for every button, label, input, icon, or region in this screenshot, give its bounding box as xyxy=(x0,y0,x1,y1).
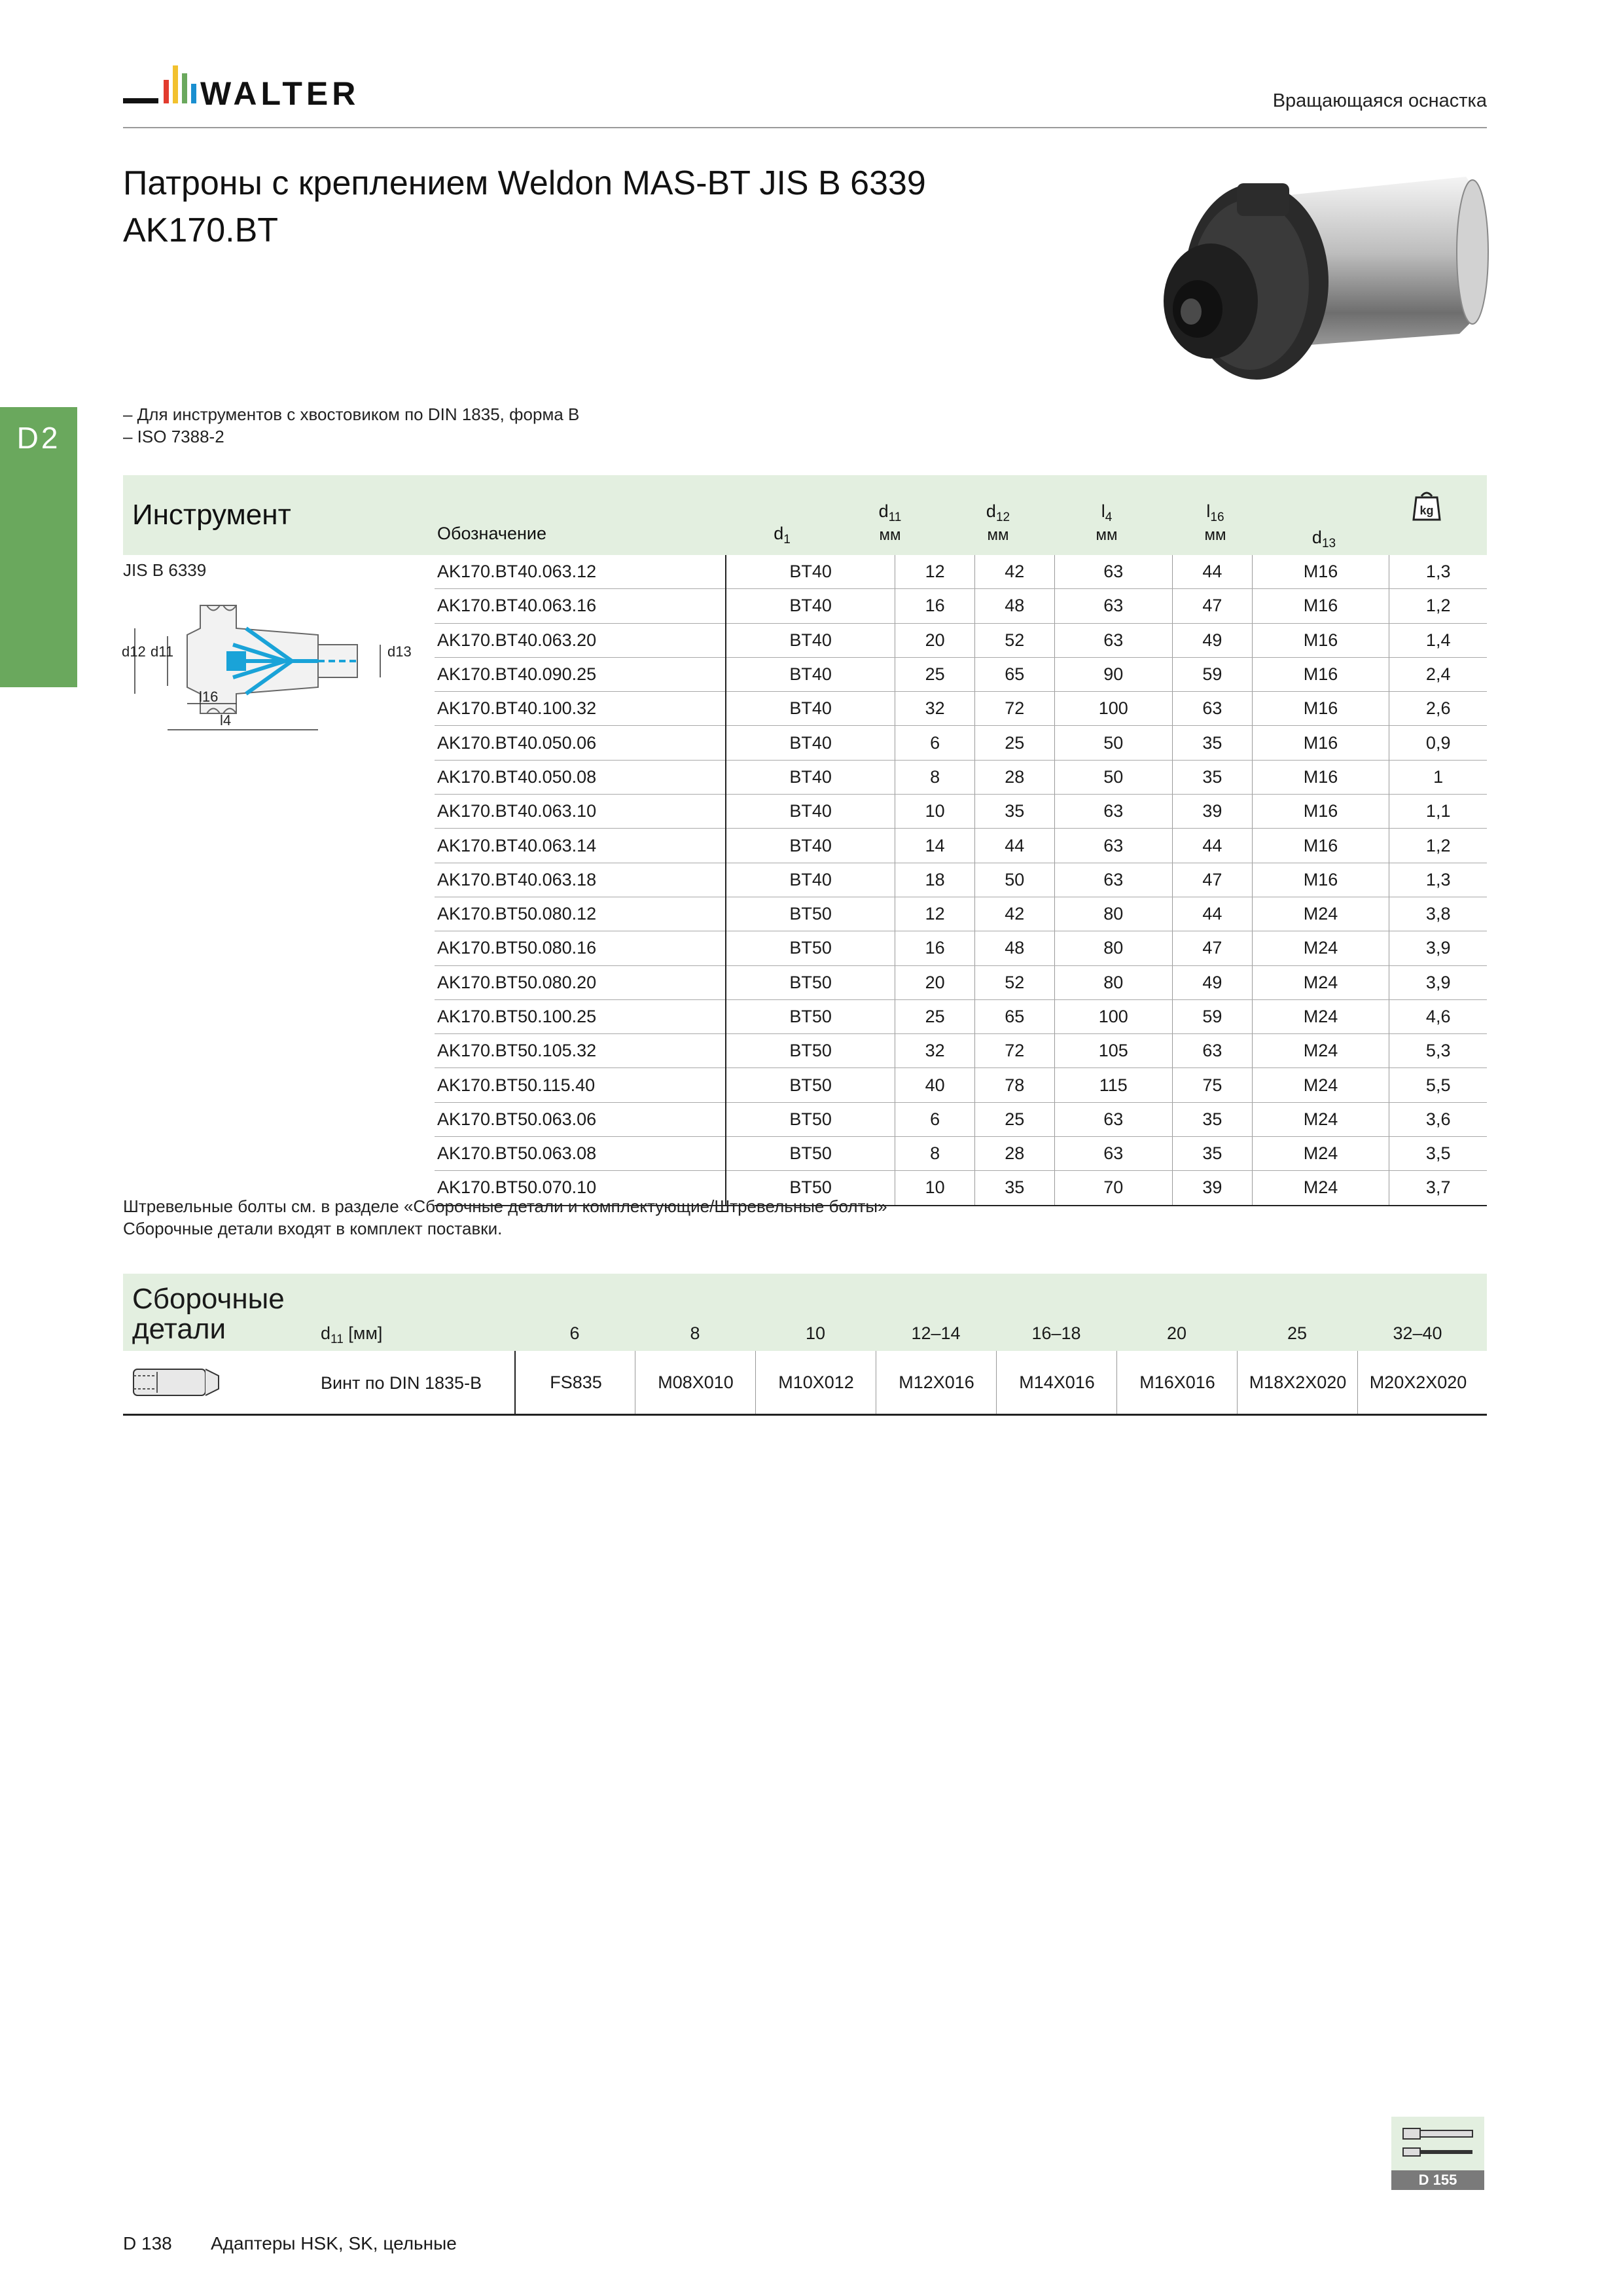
table-cell: 4,6 xyxy=(1389,999,1487,1033)
table-cell: 75 xyxy=(1173,1068,1253,1102)
table-cell: BT50 xyxy=(726,1068,895,1102)
table-cell: M24 xyxy=(1252,1171,1389,1206)
table-cell: M24 xyxy=(1252,1068,1389,1102)
table-cell: 25 xyxy=(974,726,1054,760)
table-cell: 20 xyxy=(895,623,975,657)
table-cell: 63 xyxy=(1054,795,1172,829)
table-cell: 2,6 xyxy=(1389,692,1487,726)
table-cell: 1,2 xyxy=(1389,829,1487,863)
table-cell: 40 xyxy=(895,1068,975,1102)
assembly-col-header: 32–40 xyxy=(1393,1323,1442,1343)
table-row xyxy=(435,692,1487,726)
assembly-part-code: M18X2X020 xyxy=(1237,1351,1358,1414)
table-cell: BT40 xyxy=(726,829,895,863)
table-cell: BT50 xyxy=(726,1034,895,1068)
table-cell: 3,8 xyxy=(1389,897,1487,931)
designation-cell: AK170.BT40.100.32 xyxy=(435,692,726,726)
table-cell: BT50 xyxy=(726,965,895,999)
tool-table xyxy=(435,555,1487,1206)
table-cell: 115 xyxy=(1054,1068,1172,1102)
table-cell: 3,5 xyxy=(1389,1137,1487,1171)
svg-text:l4: l4 xyxy=(220,712,232,728)
table-cell: M16 xyxy=(1252,760,1389,794)
table-cell: 18 xyxy=(895,863,975,897)
table-cell: M24 xyxy=(1252,1034,1389,1068)
table-cell: 10 xyxy=(895,1171,975,1206)
table-cell: BT40 xyxy=(726,657,895,691)
table-cell: 59 xyxy=(1173,657,1253,691)
table-cell: 100 xyxy=(1054,999,1172,1033)
table-cell: 5,3 xyxy=(1389,1034,1487,1068)
designation-cell: AK170.BT40.063.14 xyxy=(435,829,726,863)
table-cell: 80 xyxy=(1054,965,1172,999)
table-cell: 50 xyxy=(1054,760,1172,794)
table-cell: 8 xyxy=(895,760,975,794)
tool-drawing xyxy=(122,589,429,746)
table-cell: 42 xyxy=(974,555,1054,589)
table-cell: M16 xyxy=(1252,863,1389,897)
table-cell: 50 xyxy=(974,863,1054,897)
table-cell: 100 xyxy=(1054,692,1172,726)
table-cell: 35 xyxy=(974,795,1054,829)
table-row xyxy=(435,1034,1487,1068)
assembly-part-code: M12X016 xyxy=(876,1351,997,1414)
designation-cell: AK170.BT40.050.08 xyxy=(435,760,726,794)
table-cell: 105 xyxy=(1054,1034,1172,1068)
table-cell: M16 xyxy=(1252,589,1389,623)
table-cell: 1,3 xyxy=(1389,863,1487,897)
table-cell: 80 xyxy=(1054,931,1172,965)
table-cell: BT40 xyxy=(726,760,895,794)
designation-cell: AK170.BT40.063.16 xyxy=(435,589,726,623)
designation-cell: AK170.BT40.063.12 xyxy=(435,555,726,589)
table-cell: 1,4 xyxy=(1389,623,1487,657)
walter-logo xyxy=(123,60,398,119)
table-cell: 52 xyxy=(974,623,1054,657)
table-row xyxy=(435,589,1487,623)
table-cell: M24 xyxy=(1252,1102,1389,1136)
table-cell: 42 xyxy=(974,897,1054,931)
table-row xyxy=(435,795,1487,829)
col-d1: $d_1$ xyxy=(774,524,791,547)
table-cell: M24 xyxy=(1252,1137,1389,1171)
col-designation: Обозначение xyxy=(437,524,546,543)
table-cell: 3,9 xyxy=(1389,931,1487,965)
table-cell: 72 xyxy=(974,1034,1054,1068)
table-cell: 48 xyxy=(974,931,1054,965)
svg-text:kg: kg xyxy=(1419,504,1434,517)
table-cell: 35 xyxy=(1173,760,1253,794)
table-row xyxy=(435,965,1487,999)
table-row xyxy=(435,1068,1487,1102)
table-cell: 0,9 xyxy=(1389,726,1487,760)
assembly-col-header: 6 xyxy=(569,1323,580,1343)
table-cell: 25 xyxy=(895,999,975,1033)
pull-stud-icon xyxy=(1399,2123,1476,2162)
designation-cell: AK170.BT50.063.06 xyxy=(435,1102,726,1136)
table-row xyxy=(435,555,1487,589)
page-subtitle: AK170.BT xyxy=(123,211,279,249)
table-row xyxy=(435,999,1487,1033)
table-cell: BT50 xyxy=(726,1171,895,1206)
designation-cell: AK170.BT40.050.06 xyxy=(435,726,726,760)
table-row xyxy=(435,726,1487,760)
table-cell: 14 xyxy=(895,829,975,863)
designation-cell: AK170.BT40.090.25 xyxy=(435,657,726,691)
table-cell: BT40 xyxy=(726,589,895,623)
table-cell: 90 xyxy=(1054,657,1172,691)
assembly-col-header: 20 xyxy=(1166,1323,1187,1343)
table-cell: M24 xyxy=(1252,965,1389,999)
table-cell: 28 xyxy=(974,1137,1054,1171)
designation-cell: AK170.BT50.080.12 xyxy=(435,897,726,931)
table-cell: 50 xyxy=(1054,726,1172,760)
table-cell: M24 xyxy=(1252,999,1389,1033)
svg-text:WALTER: WALTER xyxy=(200,75,360,112)
table-cell: 6 xyxy=(895,1102,975,1136)
table-cell: 16 xyxy=(895,931,975,965)
assembly-heading-line2: детали xyxy=(132,1313,226,1345)
table-cell: 72 xyxy=(974,692,1054,726)
svg-text:l16: l16 xyxy=(199,689,219,705)
table-cell: 1,3 xyxy=(1389,555,1487,589)
table-cell: 12 xyxy=(895,555,975,589)
note-shank: – Для инструментов с хвостовиком по DIN 1835, форма B xyxy=(123,404,580,424)
table-cell: 8 xyxy=(895,1137,975,1171)
table-cell: BT50 xyxy=(726,999,895,1033)
footer-title: Адаптеры HSK, SK, цельные xyxy=(211,2233,457,2253)
table-cell: 39 xyxy=(1173,795,1253,829)
table-cell: 10 xyxy=(895,795,975,829)
table-cell: 1 xyxy=(1389,760,1487,794)
table-row xyxy=(435,1102,1487,1136)
table-cell: BT40 xyxy=(726,692,895,726)
table-cell: 5,5 xyxy=(1389,1068,1487,1102)
table-cell: 35 xyxy=(1173,1137,1253,1171)
table-cell: 48 xyxy=(974,589,1054,623)
table-cell: M16 xyxy=(1252,555,1389,589)
table-row xyxy=(435,897,1487,931)
table-cell: 63 xyxy=(1054,623,1172,657)
table-cell: 25 xyxy=(974,1102,1054,1136)
table-cell: 63 xyxy=(1054,863,1172,897)
table-cell: 44 xyxy=(1173,555,1253,589)
table-row xyxy=(435,931,1487,965)
assembly-part-code: M10X012 xyxy=(755,1351,876,1414)
table-cell: M16 xyxy=(1252,829,1389,863)
table-row xyxy=(435,760,1487,794)
assembly-col-header: 10 xyxy=(805,1323,826,1343)
table-cell: 6 xyxy=(895,726,975,760)
table-cell: 35 xyxy=(1173,726,1253,760)
assembly-part-code: M16X016 xyxy=(1116,1351,1238,1414)
footnote-pull-studs: Штревельные болты см. в разделе «Сборочные детали и комплектующие/Штревельные болты» xyxy=(123,1196,887,1216)
col-l16: $l_{16}$ мм xyxy=(1204,501,1226,544)
footnote-included: Сборочные детали входят в комплект поставки. xyxy=(123,1219,503,1238)
table-cell: BT40 xyxy=(726,795,895,829)
designation-cell: AK170.BT50.070.10 xyxy=(435,1171,726,1206)
standard-label: JIS B 6339 xyxy=(123,560,207,580)
designation-cell: AK170.BT50.063.08 xyxy=(435,1137,726,1171)
designation-cell: AK170.BT50.100.25 xyxy=(435,999,726,1033)
table-cell: BT50 xyxy=(726,1137,895,1171)
table-cell: 49 xyxy=(1173,623,1253,657)
assembly-screw-label: Винт по DIN 1835-B xyxy=(321,1373,482,1393)
col-l4: $l_4$ мм xyxy=(1096,501,1118,544)
table-cell: 3,6 xyxy=(1389,1102,1487,1136)
table-cell: 44 xyxy=(1173,829,1253,863)
weight-kg-icon xyxy=(1411,490,1442,521)
table-cell: 44 xyxy=(974,829,1054,863)
designation-cell: AK170.BT50.080.16 xyxy=(435,931,726,965)
table-cell: 63 xyxy=(1173,1034,1253,1068)
table-cell: 63 xyxy=(1054,1137,1172,1171)
table-cell: 70 xyxy=(1054,1171,1172,1206)
table-cell: 2,4 xyxy=(1389,657,1487,691)
col-d11: $d_{11}$ мм xyxy=(878,501,902,544)
table-cell: 47 xyxy=(1173,589,1253,623)
designation-cell: AK170.BT40.063.10 xyxy=(435,795,726,829)
table-cell: 16 xyxy=(895,589,975,623)
header-divider xyxy=(123,127,1487,128)
designation-cell: AK170.BT40.063.18 xyxy=(435,863,726,897)
table-cell: 32 xyxy=(895,1034,975,1068)
assembly-col-header: 16–18 xyxy=(1031,1323,1081,1343)
table-cell: 35 xyxy=(974,1171,1054,1206)
svg-text:d11: d11 xyxy=(151,643,174,660)
col-d13: $d_{13}$ xyxy=(1311,528,1336,550)
table-cell: 47 xyxy=(1173,863,1253,897)
table-cell: 35 xyxy=(1173,1102,1253,1136)
table-cell: 3,9 xyxy=(1389,965,1487,999)
table-cell: 63 xyxy=(1054,829,1172,863)
table-cell: 1,2 xyxy=(1389,589,1487,623)
table-cell: M16 xyxy=(1252,692,1389,726)
table-cell: 78 xyxy=(974,1068,1054,1102)
table-cell: 28 xyxy=(974,760,1054,794)
table-row xyxy=(435,863,1487,897)
table-cell: 1,1 xyxy=(1389,795,1487,829)
designation-cell: AK170.BT40.063.20 xyxy=(435,623,726,657)
product-photo xyxy=(1152,157,1492,406)
table-cell: 3,7 xyxy=(1389,1171,1487,1206)
table-cell: 80 xyxy=(1054,897,1172,931)
assembly-col-header: 25 xyxy=(1287,1323,1308,1343)
table-cell: 63 xyxy=(1054,1102,1172,1136)
svg-text:d12: d12 xyxy=(122,643,146,660)
table-cell: BT40 xyxy=(726,726,895,760)
page-title: Патроны с креплением Weldon MAS-BT JIS B 6339 xyxy=(123,164,926,202)
designation-cell: AK170.BT50.080.20 xyxy=(435,965,726,999)
table-cell: BT40 xyxy=(726,623,895,657)
assembly-d11-label: $d_{11}$ [мм] xyxy=(321,1323,383,1346)
table-cell: 59 xyxy=(1173,999,1253,1033)
table-cell: 63 xyxy=(1054,555,1172,589)
table-cell: 39 xyxy=(1173,1171,1253,1206)
table-row xyxy=(435,657,1487,691)
table-cell: BT40 xyxy=(726,555,895,589)
assembly-heading: Сборочные xyxy=(132,1283,285,1315)
table-cell: BT50 xyxy=(726,1102,895,1136)
reference-page-link[interactable]: D 155 xyxy=(1391,2170,1484,2190)
table-cell: 63 xyxy=(1173,692,1253,726)
section-label: Вращающаяся оснастка xyxy=(1272,90,1487,111)
table-cell: 12 xyxy=(895,897,975,931)
table-cell: 49 xyxy=(1173,965,1253,999)
assembly-col-header: 12–14 xyxy=(911,1323,961,1343)
table-cell: M16 xyxy=(1252,795,1389,829)
set-screw-icon xyxy=(131,1363,223,1402)
table-cell: 65 xyxy=(974,657,1054,691)
assembly-part-code: FS835 xyxy=(514,1351,636,1414)
table-cell: 32 xyxy=(895,692,975,726)
table-cell: BT40 xyxy=(726,863,895,897)
chapter-tab-label: D2 xyxy=(16,421,61,455)
table-row xyxy=(435,1137,1487,1171)
assembly-part-code: M08X010 xyxy=(635,1351,756,1414)
table-cell: M16 xyxy=(1252,623,1389,657)
table-cell: BT50 xyxy=(726,897,895,931)
table-cell: M16 xyxy=(1252,726,1389,760)
col-d12: $d_{12}$ мм xyxy=(986,501,1010,544)
table-cell: 52 xyxy=(974,965,1054,999)
table-cell: M24 xyxy=(1252,931,1389,965)
designation-cell: AK170.BT50.105.32 xyxy=(435,1034,726,1068)
svg-text:d13: d13 xyxy=(387,643,412,660)
table-cell: 44 xyxy=(1173,897,1253,931)
table-cell: BT50 xyxy=(726,931,895,965)
assembly-part-code: M14X016 xyxy=(996,1351,1117,1414)
table-row xyxy=(435,829,1487,863)
table-row xyxy=(435,623,1487,657)
designation-cell: AK170.BT50.115.40 xyxy=(435,1068,726,1102)
assembly-col-header: 8 xyxy=(690,1323,700,1343)
table-cell: 47 xyxy=(1173,931,1253,965)
table-cell: 65 xyxy=(974,999,1054,1033)
table-cell: M16 xyxy=(1252,657,1389,691)
page-number: D 138 xyxy=(123,2233,172,2253)
note-iso: – ISO 7388-2 xyxy=(123,427,224,446)
assembly-part-code: M20X2X020 xyxy=(1357,1351,1478,1414)
table-cell: 25 xyxy=(895,657,975,691)
table-cell: M24 xyxy=(1252,897,1389,931)
table-cell: 20 xyxy=(895,965,975,999)
table-heading: Инструмент xyxy=(132,499,291,531)
table-cell: 63 xyxy=(1054,589,1172,623)
